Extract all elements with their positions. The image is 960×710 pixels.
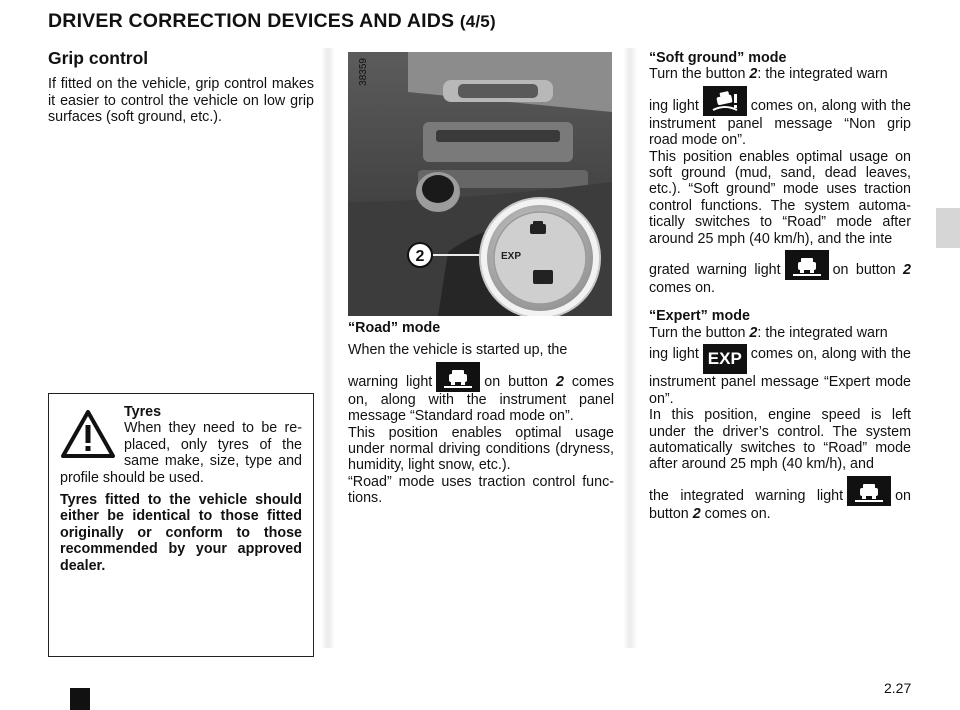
expert-mode-button-number-2: 2: [692, 505, 701, 522]
soft-mode-text-a: Turn the button: [649, 66, 746, 83]
dial-exp-label: EXP: [501, 251, 522, 262]
section-heading: Grip control: [48, 48, 149, 68]
road-mode-para2: This position enables optimal usage under normal driving conditions (dryness, humidity, light snow, etc.).: [348, 424, 614, 474]
tyres-note-box: [48, 393, 314, 657]
road-warning-light-icon: [847, 476, 891, 506]
road-mode-section: [348, 320, 614, 507]
road-mode-text-b: on button: [484, 373, 548, 390]
expert-mode-text-a: Turn the button: [649, 324, 746, 341]
soft-mode-button-number-2: 2: [903, 262, 911, 279]
soft-mode-para3: [649, 250, 911, 296]
expert-mode-para2: In this position, engine speed is left under the driver’s control. The system automatically switches to “Road” mode after around 25 mph (40 km/h), and: [649, 407, 911, 473]
warning-triangle-icon: [60, 408, 116, 460]
page-title-text: DRIVER CORRECTION DEVICES AND AIDS: [48, 10, 455, 32]
expert-mode-text-g: button: [649, 505, 689, 522]
note-text: When they need to be replaced, only tyres of the same make, size, type and profile should be used.: [60, 420, 302, 486]
road-mode-text-a: warning light: [348, 373, 433, 390]
image-reference-code: 38359: [358, 58, 369, 86]
expert-mode-text-c: ing light: [649, 346, 699, 363]
soft-mode-line1: [649, 66, 911, 82]
soft-mode-paragraph: [649, 86, 911, 149]
soft-mode-text-f: on button: [832, 262, 896, 279]
grip-control-section: [48, 50, 314, 126]
soft-mode-heading: “Soft ground” mode: [649, 50, 787, 66]
soft-mode-button-number: 2: [749, 66, 758, 83]
road-mode-para3: “Road” mode uses traction control functions.: [348, 473, 614, 507]
expert-mode-heading: “Expert” mode: [649, 308, 750, 325]
road-mode-paragraph: [348, 342, 614, 424]
expert-mode-para3: [649, 476, 911, 522]
page-title: [48, 10, 496, 33]
road-mode-text-c: comes on, along with the instrument panel message “Standard road mode on”.: [348, 373, 614, 425]
expert-mode-paragraph: [649, 344, 911, 407]
page-number: 2.27: [884, 680, 912, 696]
expert-mode-text-h: comes on.: [704, 505, 771, 522]
dashboard-illustration: [348, 52, 612, 316]
soft-expert-section: [649, 50, 911, 522]
corner-mark: [70, 688, 90, 710]
intro-paragraph: If fitted on the vehicle, grip control makes it easier to control the vehicle on low grip surfaces (soft ground, etc.).: [48, 76, 314, 126]
soft-mode-text-c: ing light: [649, 97, 699, 114]
soft-mode-text-b: : the integrated warn: [757, 66, 888, 83]
column-divider-right: [623, 48, 637, 648]
expert-mode-line1: [649, 325, 911, 341]
soft-mode-para2: This position enables optimal usage on soft ground (mud, sand, dead leaves, etc.). “Soft ground” mode uses traction control functions. The system automatically switches to “Road” mode after around 25 mph (40 km/h), and the inte: [649, 148, 911, 247]
expert-warning-light-icon: EXP: [703, 344, 747, 374]
road-mode-line1: When the vehicle is started up, the: [348, 342, 568, 359]
expert-mode-text-d: comes on, along with the instrument panel message “Expert mode on”.: [649, 346, 911, 407]
expert-mode-text-e: the integrated warning light: [649, 487, 844, 504]
soft-ground-warning-light-icon: [703, 86, 747, 116]
note-bold-text: Tyres fitted to the vehicle should either be identical to those fitted originally or conform to those recommended by your approved dealer.: [60, 492, 302, 574]
road-mode-heading: “Road” mode: [348, 320, 441, 336]
expert-mode-text-b: : the integrated warn: [757, 324, 888, 341]
section-tab-marker: [936, 208, 960, 248]
road-mode-button-number: 2: [555, 373, 564, 390]
note-title: Tyres: [124, 404, 162, 420]
grip-control-photo: [348, 52, 612, 316]
callout-number: 2: [415, 248, 425, 265]
soft-mode-text-d: comes on, along with the instrument panel message “Non grip road mode on”.: [649, 97, 911, 149]
road-warning-light-icon: [436, 362, 480, 392]
page-title-part: (4/5): [459, 12, 496, 31]
road-warning-light-icon: [785, 250, 829, 280]
column-divider-left: [321, 48, 335, 648]
soft-mode-text-e: grated warning light: [649, 262, 781, 279]
soft-mode-text-g: comes on.: [649, 280, 715, 297]
expert-mode-text-f: on: [895, 487, 911, 504]
expert-mode-button-number: 2: [749, 324, 758, 341]
